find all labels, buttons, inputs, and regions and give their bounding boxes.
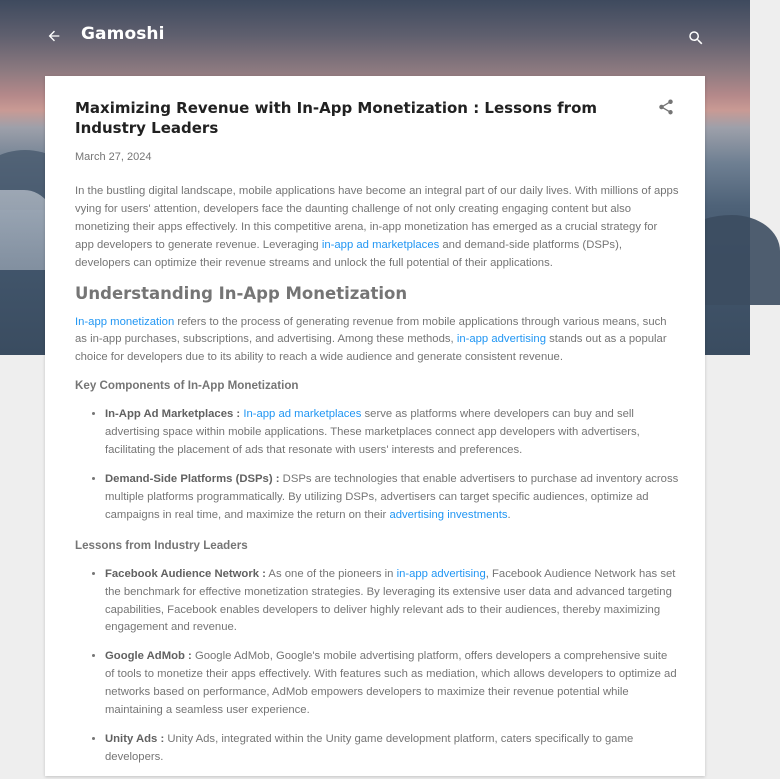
arrow-back-icon bbox=[46, 28, 62, 44]
site-title[interactable]: Gamoshi bbox=[81, 24, 165, 44]
link-in-app-ad-marketplaces[interactable]: in-app ad marketplaces bbox=[321, 238, 440, 251]
list-item: • Facebook Audience Network : As one of the pioneers in in-app advertising, Facebook Audience Network has set the benchmark for effective monetization strategies. By leveraging its extensive user data and advanced targeting capabilities, Facebook enables developers to deliver highly relevant ads to their audiences, thereby maximizing engagement and revenue. bbox=[105, 566, 679, 638]
post-body bbox=[75, 183, 679, 779]
link-in-app-advertising-2[interactable]: in-app advertising bbox=[396, 567, 486, 580]
list-item: • Google AdMob : Google AdMob, Google's mobile advertising platform, offers developers a comprehensive suite of tools to monetize their apps effectively. With features such as mediation, which allows developers to optimize ad networks based on performance, AdMob empowers developers to maximize their revenue potential while maintaining a seamless user experience. bbox=[105, 648, 679, 720]
post-title: Maximizing Revenue with In-App Monetization : Lessons from Industry Leaders bbox=[75, 99, 598, 137]
subheading-lessons: Lessons from Industry Leaders bbox=[75, 538, 248, 552]
list-item: • Demand-Side Platforms (DSPs) : DSPs are technologies that enable advertisers to purchase ad inventory across multiple platforms programmatically. By utilizing DSPs, advertisers can target specific audiences, optimize ad campaigns in real time, and maximize the return on their advertising investments. bbox=[105, 471, 679, 525]
link-in-app-advertising[interactable]: in-app advertising bbox=[456, 333, 546, 346]
link-in-app-monetization[interactable]: In-app monetization bbox=[75, 315, 175, 328]
list-item: • Unity Ads : Unity Ads, integrated within the Unity game development platform, caters specifically to game developers. bbox=[105, 731, 679, 767]
post-date[interactable]: March 27, 2024 bbox=[75, 151, 152, 163]
search-button[interactable] bbox=[684, 26, 708, 50]
share-button[interactable] bbox=[655, 96, 677, 118]
post-card bbox=[45, 76, 705, 776]
top-bar bbox=[0, 0, 750, 72]
subheading-key-components: Key Components of In-App Monetization bbox=[75, 379, 299, 393]
search-icon bbox=[687, 29, 705, 47]
link-in-app-ad-marketplaces-2[interactable]: In-app ad marketplaces bbox=[243, 408, 362, 421]
intro-paragraph: In the bustling digital landscape, mobile applications have become an integral part of our daily lives. With millions of apps vying for users' attention, developers face the daunting challenge of not only creating engaging content but also monetizing their apps effectively. In this competitive arena, in-app monetization has emerged as a crucial strategy for app developers to generate revenue. Leveraging in-app ad marketplaces and demand-side platforms (DSPs), developers can optimize their revenue streams and unlock the full potential of their applications. bbox=[75, 185, 679, 269]
link-advertising-investments[interactable]: advertising investments bbox=[389, 508, 508, 521]
section1-paragraph: In-app monetization refers to the process of generating revenue from mobile applications through various means, such as in-app purchases, subscriptions, and advertising. Among these methods, in-app advertising stands out as a popular choice for developers due to its ability to reach a wide audience and generate consistent revenue. bbox=[75, 315, 667, 364]
lessons-list bbox=[105, 566, 679, 767]
back-button[interactable] bbox=[42, 24, 66, 48]
key-components-list bbox=[105, 406, 679, 524]
share-icon bbox=[657, 98, 675, 116]
list-item: • In-App Ad Marketplaces : In-app ad marketplaces serve as platforms where developers can buy and sell advertising space within mobile applications. These marketplaces connect app developers with advertisers, facilitating the placement of ads that resonate with users' interests and preferences. bbox=[105, 406, 679, 460]
section-heading-understanding: Understanding In-App Monetization bbox=[75, 283, 408, 303]
